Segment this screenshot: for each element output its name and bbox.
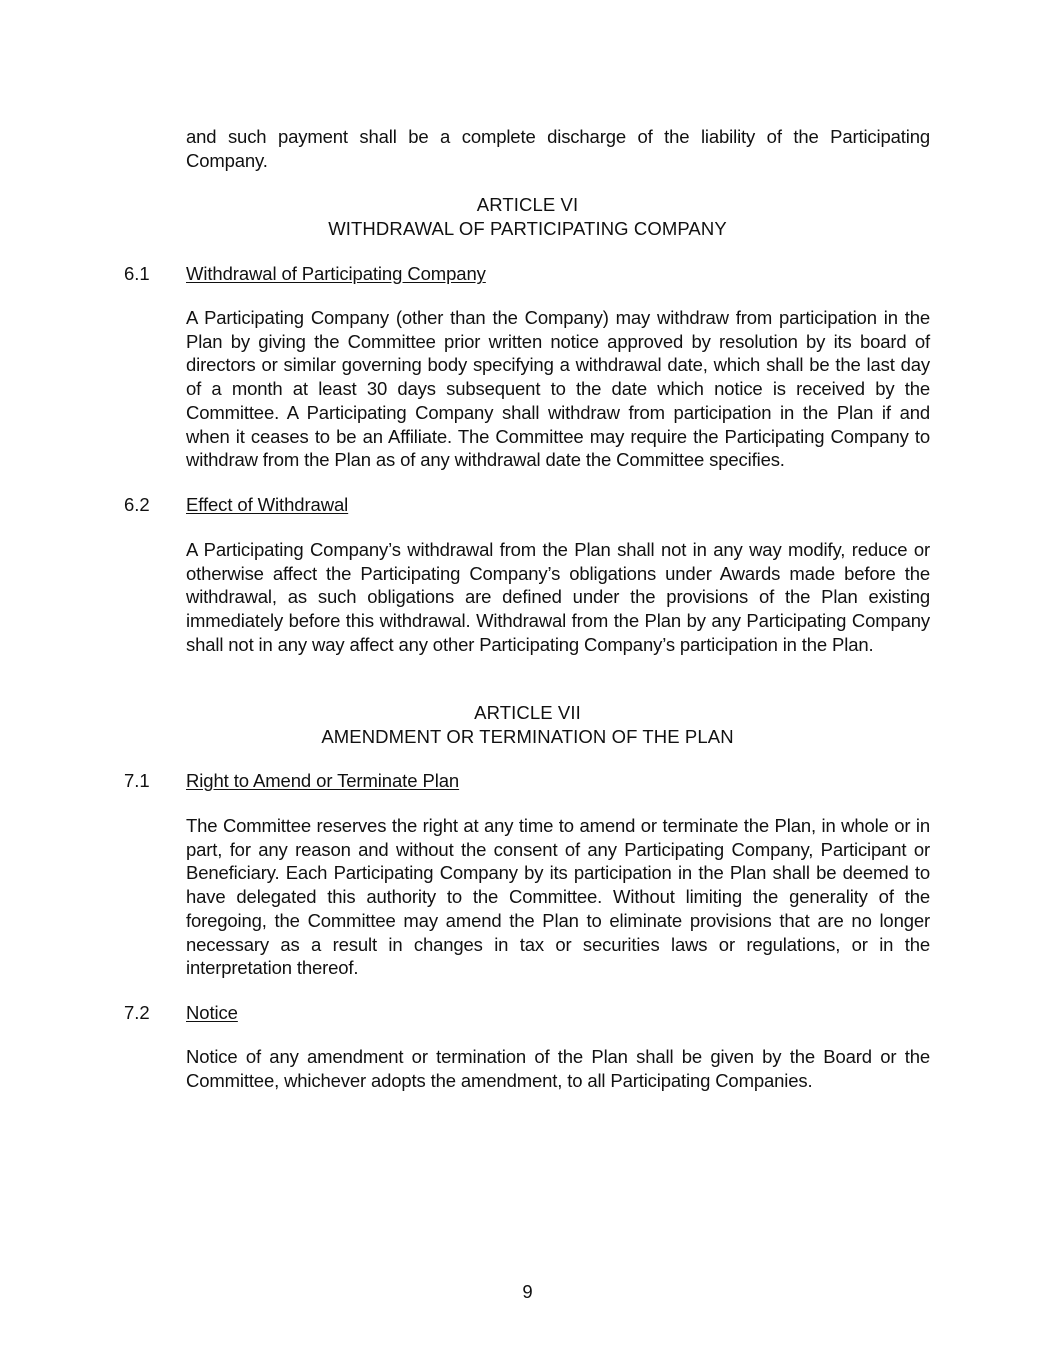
article-vi-number: ARTICLE VI [476, 194, 579, 215]
section-7-1-title: Right to Amend or Terminate Plan [186, 770, 460, 791]
section-6-1-body: A Participating Company (other than the Company) may withdraw from participation in the Plan by giving the Committee prior written notice approved by resolution by its board of directors or similar governing body specifying a withdrawal date, which shall be the last day of a month at least 30 days subsequent to the date which notice is received by the Committee. A Participating Company shall withdraw from participation in the Plan if and when it ceases to be an Affiliate. The Committee may require the Participating Company to withdraw from the Plan as of any withdrawal date the Committee specifies. [186, 307, 930, 471]
section-7-1-number: 7.1 [124, 770, 150, 791]
section-6-2-title: Effect of Withdrawal [186, 494, 349, 515]
continuation-paragraph: and such payment shall be a complete discharge of the liability of the Participating Company. [186, 126, 930, 171]
section-6-1-number: 6.1 [124, 263, 150, 284]
section-6-1-title: Withdrawal of Participating Company [186, 263, 486, 284]
article-vii-title: AMENDMENT OR TERMINATION OF THE PLAN [321, 726, 734, 747]
section-6-2-body: A Participating Company’s withdrawal from the Plan shall not in any way modify, reduce or otherwise affect the Participating Company’s obligations under Awards made before the withdrawal, as such obligations are defined under the provisions of the Plan existing immediately before this withdrawal. Withdrawal from the Plan by any Participating Company shall not in any way affect any other Participating Company’s participation in the Plan. [186, 539, 930, 655]
article-vi-title: WITHDRAWAL OF PARTICIPATING COMPANY [328, 218, 727, 239]
section-7-2-body: Notice of any amendment or termination of the Plan shall be given by the Board or the Committee, whichever adopts the amendment, to all Participating Companies. [186, 1046, 930, 1091]
section-7-1-body: The Committee reserves the right at any time to amend or terminate the Plan, in whole or in part, for any reason and without the consent of any Participating Company, Participant or Beneficiary. Each Participating Company by its participation in the Plan shall be deemed to have delegated this authority to the Committee. Without limiting the generality of the foregoing, the Committee may amend the Plan to eliminate provisions that are no longer necessary as a result in changes in tax or securities laws or regulations, or in the interpretation thereof. [186, 815, 930, 979]
page-number: 9 [522, 1281, 533, 1302]
section-7-2-title: Notice [186, 1002, 238, 1023]
section-6-2-number: 6.2 [124, 494, 150, 515]
section-7-2-number: 7.2 [124, 1002, 150, 1023]
article-vii-number: ARTICLE VII [474, 702, 581, 723]
